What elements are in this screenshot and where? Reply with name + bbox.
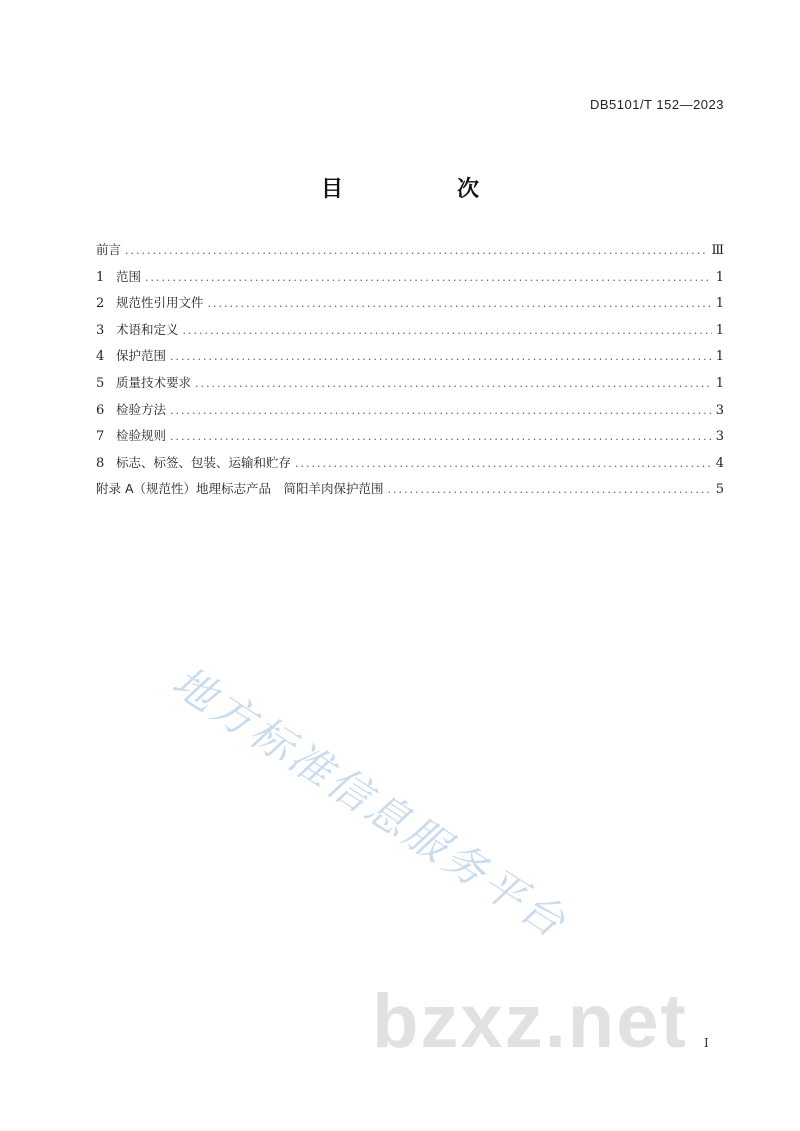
- table-of-contents: [96, 240, 724, 506]
- page-number: I: [704, 1036, 709, 1050]
- toc-entry-number: 5: [96, 375, 105, 391]
- toc-entry-title: 标志、标签、包装、运输和贮存: [116, 454, 292, 470]
- toc-entry-title: 保护范围: [116, 348, 167, 364]
- toc-dot-leader: [170, 350, 712, 363]
- toc-entry-page: 3: [715, 402, 724, 418]
- toc-dot-leader: [125, 244, 707, 257]
- toc-entry[interactable]: [96, 479, 724, 506]
- toc-entry-title: 质量技术要求: [116, 374, 192, 390]
- toc-entry[interactable]: [96, 400, 724, 427]
- toc-entry-page: Ⅲ: [711, 243, 724, 258]
- toc-entry-page: 1: [715, 349, 724, 365]
- toc-entry[interactable]: [96, 346, 724, 373]
- toc-dot-leader: [170, 430, 712, 443]
- toc-dot-leader: [183, 324, 712, 337]
- toc-entry-page: 5: [715, 482, 724, 498]
- toc-entry-number: 6: [96, 402, 105, 418]
- toc-entry-title: 检验方法: [116, 401, 167, 417]
- toc-entry-number: 4: [96, 349, 105, 365]
- toc-entry-page: 1: [715, 375, 724, 391]
- toc-entry[interactable]: [96, 240, 724, 267]
- toc-entry-page: 1: [715, 269, 724, 285]
- toc-dot-leader: [388, 483, 712, 496]
- watermark-site: bzxz.net: [372, 979, 688, 1064]
- toc-entry-number: 1: [96, 269, 105, 285]
- toc-entry-title: 术语和定义: [116, 321, 179, 337]
- toc-entry-page: 3: [715, 429, 724, 445]
- toc-entry-number: 3: [96, 322, 105, 338]
- document-code: DB5101/T 152—2023: [589, 97, 724, 112]
- toc-entry-title: 前言: [96, 242, 122, 257]
- toc-entry[interactable]: [96, 426, 724, 453]
- toc-dot-leader: [170, 404, 712, 417]
- toc-entry[interactable]: [96, 320, 724, 347]
- toc-entry-page: 4: [715, 455, 724, 471]
- watermark-text: 地方标准信息服务平台: [163, 656, 577, 949]
- toc-entry[interactable]: [96, 267, 724, 294]
- toc-entry[interactable]: [96, 293, 724, 320]
- toc-entry-page: 1: [715, 296, 724, 312]
- toc-entry-title: 规范性引用文件: [116, 295, 204, 311]
- toc-dot-leader: [145, 271, 712, 284]
- toc-dot-leader: [195, 377, 712, 390]
- toc-entry[interactable]: [96, 373, 724, 400]
- toc-dot-leader: [295, 457, 712, 470]
- toc-dot-leader: [208, 297, 712, 310]
- toc-entry-title: 范围: [116, 268, 142, 284]
- toc-entry[interactable]: [96, 453, 724, 480]
- toc-entry-number: 7: [96, 429, 105, 445]
- toc-entry-page: 1: [715, 322, 724, 338]
- toc-entry-number: 8: [96, 455, 105, 471]
- toc-entry-title: 附录 A（规范性）地理标志产品 简阳羊肉保护范围: [96, 481, 384, 497]
- toc-entry-title: 检验规则: [116, 428, 167, 444]
- toc-entry-number: 2: [96, 296, 105, 312]
- page-title: 目 次: [320, 177, 525, 202]
